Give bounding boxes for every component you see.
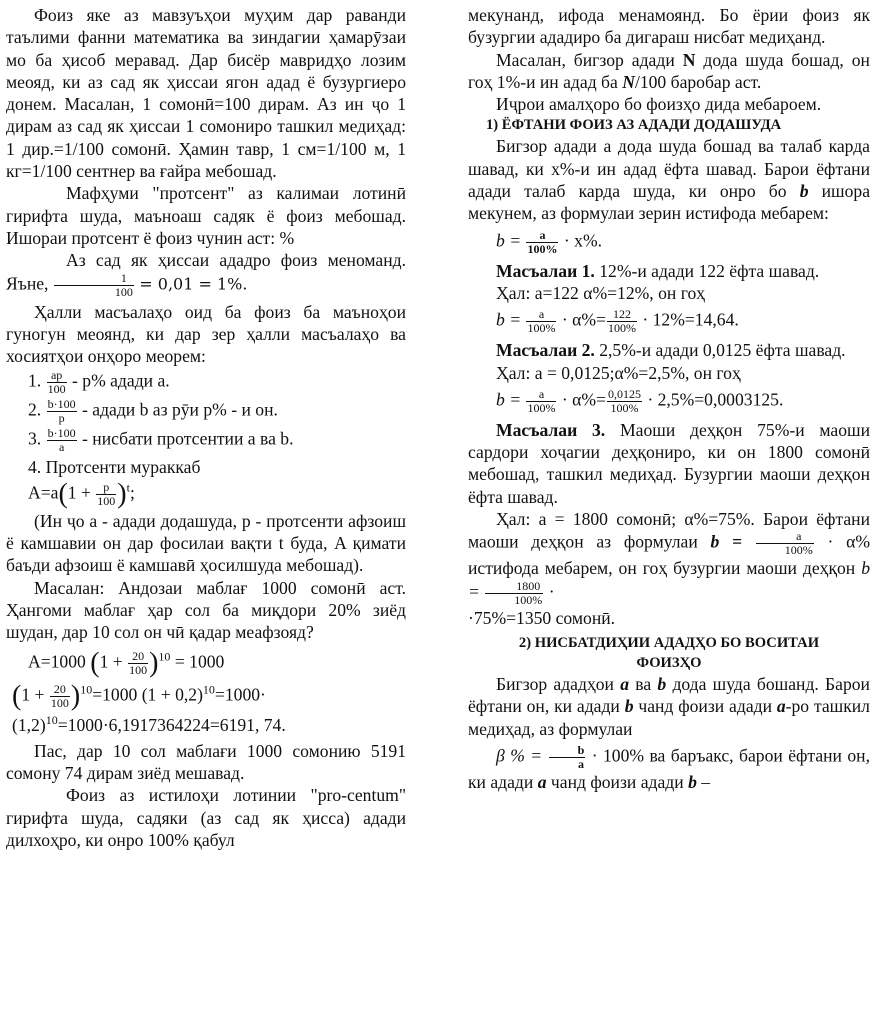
paragraph-properties-intro: Ҳалли масъалаҳо оид ба фоиз ба маъноҳои гуногун меоянд, ки дар зер ҳалли масъалаҳо ва хосиятҳои онҳоро меорем:: [6, 301, 406, 367]
paragraph-n-example: [468, 49, 870, 94]
text: · α% истифода мебарем, он гоҳ бузургии маоши деҳқон: [468, 531, 870, 579]
calc-tail: =1000·6,1917364224=6191, 74.: [57, 714, 286, 735]
calc-base: (1,2): [12, 714, 46, 735]
fraction-00125-100: [607, 388, 642, 415]
example-calc-line-3: [12, 714, 406, 736]
fraction-p-100: [96, 481, 116, 508]
example-3-result: ·75%=1350 сомонӣ.: [468, 607, 616, 628]
example-3-solution: [468, 508, 870, 607]
formula-lhs: β % =: [496, 745, 543, 766]
calc-tail: = 1000: [174, 651, 225, 672]
fraction-denominator: 100%: [527, 321, 556, 336]
example-label: Масъалаи 1.: [496, 260, 595, 281]
item-number: 3.: [28, 429, 42, 449]
calc-tail: =1000·: [214, 684, 266, 705]
property-item-3: [28, 427, 406, 454]
variable-a: a: [620, 673, 629, 694]
example-2-formula: [496, 388, 870, 415]
fraction-b100-p: [47, 398, 77, 425]
fraction-ap-100: [47, 369, 67, 396]
fraction-one-hundredth: [54, 272, 134, 299]
fraction-a-100: [526, 229, 558, 256]
example-text: 12%-и адади 122 ёфта шавад.: [599, 260, 820, 281]
fraction-denominator: 100%: [514, 592, 543, 607]
one-percent-equation: = 0,01 = 1%.: [139, 274, 248, 294]
fraction-denominator: 100: [97, 493, 116, 508]
section-heading-2: [468, 633, 870, 673]
example-2-solution: Ҳал: a = 0,0125;α%=2,5%, он гоҳ: [496, 362, 741, 383]
paragraph-percent-definition: Мафҳуми "протсент" аз калимаи лотинӣ гирифта шуда, маъноаш садяк ё фоиз мебошад. Ишораи протсент ё фоиз чунин аст: %: [6, 183, 406, 248]
section-heading-1: 1) ЁФТАНИ ФОИЗ АЗ АДАДИ ДОДАШУДА: [486, 117, 782, 134]
calc-one: 1 +: [21, 684, 45, 705]
text: Бигзор ададҳои: [496, 673, 614, 694]
formula-tail: ;: [129, 482, 135, 503]
example-label: Масъалаи 2.: [496, 340, 595, 361]
fraction-a-100: [756, 530, 814, 557]
example-text: 2,5%-и адади 0,0125 ёфта шавад.: [599, 340, 846, 361]
fraction-numerator: a: [756, 530, 814, 544]
paragraph-example-result: Пас, дар 10 сол маблағи 1000 сомонию 5191 сомону 74 дирам зиёд мешавад.: [6, 740, 406, 784]
fraction-a-100: [526, 308, 556, 335]
fraction-numerator: 20: [128, 650, 148, 664]
fraction-denominator: 100%: [610, 400, 639, 415]
fraction-numerator: p: [96, 481, 116, 495]
paragraph-continued: мекунанд, ифода менамоянд. Бо ёрии фоиз як бузургии ададиро ба дигараш нисбат медиҳанд.: [468, 5, 870, 48]
variable-n: N: [682, 49, 696, 70]
property-item-1: [28, 369, 406, 396]
fraction-numerator: a: [526, 229, 558, 243]
fraction-denominator: 100%: [784, 543, 813, 558]
text: –: [701, 771, 711, 792]
example-1: [468, 260, 870, 282]
right-paren: ): [117, 478, 127, 510]
fraction-numerator: ap: [47, 369, 67, 383]
text: ва: [635, 673, 652, 694]
text: дода шуда бошанд. Барои ёфтани он, ки адади: [468, 673, 870, 717]
right-paren: ): [70, 680, 81, 712]
item-number: 1.: [28, 371, 42, 391]
item-text: - нисбати протсентии a ва b.: [82, 429, 294, 449]
formula-tail: · 12%=14,64.: [642, 309, 739, 330]
fraction-1800-100: [485, 580, 543, 607]
calc-one: 1 +: [99, 651, 123, 672]
variable-a: a: [537, 771, 547, 792]
formula-lhs: A=a: [28, 482, 59, 503]
heading-line-1: 2) НИСБАТДИҲИИ АДАДҲО БО ВОСИТАИ: [518, 634, 820, 651]
fraction-denominator: 100%: [607, 321, 636, 336]
left-paren: (: [12, 680, 22, 712]
item-number: 2.: [28, 400, 42, 420]
left-column: [6, 4, 406, 851]
formula-lhs: b =: [468, 558, 871, 602]
fraction-numerator: b: [549, 744, 586, 758]
variable-b: b: [624, 696, 634, 717]
formula-tail: · x%.: [563, 230, 602, 251]
example-1-formula: [496, 308, 870, 335]
paragraph-formula-legend: (Ин ҷо а - адади додашуда, p - протсенти афзоиш ё камшавии он дар фосилаи вақти t буда, A қимати баъди афзоиш ё камшавӣ ҳосилшуда мебошад).: [6, 510, 406, 576]
fraction-denominator: 100%: [527, 241, 558, 256]
fraction-denominator: 100: [50, 695, 69, 710]
formula-mid: · α%=: [561, 389, 606, 410]
right-paren: ): [149, 647, 159, 679]
fraction-denominator: 100: [47, 382, 66, 397]
paragraph-intro: Фоиз яке аз мавзуъҳои муҳим дар раванди таълими фанни математика ва зиндагии ҳамарӯзаи мо ба ҳисоб меравад. Дар бисёр мавридҳо лозим меояд, ки аз сад як ҳиссаи ягон адад ё бузургиеро донем. Масалан, 1 сомонӣ=100 дирам. Аз ин ҷо 1 дирам аз сад як ҳиссаи 1 сомониро ташкил медиҳад: 1 дир.=1/100 сомонӣ. Ҳамин тавр, 1 см=1/100 м, 1 кг=1/100 сентнер ва ғайра мебошад.: [6, 5, 406, 182]
fraction-denominator: 100: [129, 662, 148, 677]
item-text: - p% адади a.: [72, 371, 170, 391]
fraction-numerator: b·100: [47, 397, 76, 412]
example-label: Масъалаи 3.: [496, 419, 606, 440]
example-text: Маоши деҳқон 75%-и маоши сардори хоҷагии деҳқониро, ки он 1800 сомонӣ мебошад, ташкил медиҳад. Бузургии маоши деҳқон ёфта шавад.: [468, 419, 870, 507]
paragraph-example: Масалан: Андозаи маблағ 1000 сомонӣ аст. Ҳангоми маблағ ҳар сол ба миқдори 20% зиёд шудан, дар 10 сол он чӣ қадар меафзояд?: [6, 577, 406, 643]
formula-lhs: b =: [710, 531, 743, 552]
fraction-20-100: [128, 650, 148, 677]
fraction-20-100: [50, 683, 70, 710]
properties-list: [28, 368, 406, 510]
text: чанд фоизи адади: [638, 696, 772, 717]
formula-mid: · α%=: [561, 309, 606, 330]
variable-a: a: [776, 696, 786, 717]
text: Бигзор адади а дода шуда бошад ва талаб карда шавад, ки x%-и ин адад ёфта шавад. Барои ёфтани адади талаб карда шуда, ки онро бо: [468, 136, 870, 202]
variable-b: b: [799, 181, 809, 202]
item-text: - адади b аз рӯи p% - и он.: [82, 400, 278, 420]
exponent: 10: [202, 682, 215, 697]
example-2: [468, 339, 870, 361]
compound-interest-formula: [28, 478, 406, 510]
fraction-122-100: [607, 308, 637, 335]
example-1-solution: Ҳал: a=122 α%=12%, он гоҳ: [496, 282, 706, 303]
fraction-numerator: b·100: [47, 426, 76, 441]
calc-lhs: A=1000: [28, 651, 86, 672]
fraction-numerator: 1800: [485, 580, 543, 594]
paragraph-beta-formula: [468, 744, 870, 793]
fraction-numerator: 20: [50, 683, 70, 697]
text: Масалан, бигзор адади: [496, 49, 675, 70]
one-percent-text: Аз сад як ҳиссаи ададро фоиз меноманд. Яъне,: [6, 250, 406, 294]
right-column: [468, 4, 870, 793]
paragraph-one-percent: [6, 249, 406, 298]
text: Ҳал: a = 1800 сомонӣ; α%=75%. Барои ёфтани маоши деҳқон аз формулаи: [468, 509, 870, 552]
text: дода шуда бошад, он гоҳ 1%-и ин адад ба: [468, 49, 870, 92]
paragraph-find-percent: [468, 135, 870, 224]
example-3: [468, 419, 870, 508]
fraction-denominator: 100: [114, 284, 133, 299]
formula-lhs: b =: [496, 230, 522, 251]
fraction-denominator: p: [58, 411, 65, 426]
exponent: 10: [158, 649, 171, 664]
fraction-numerator: 1: [54, 272, 134, 286]
formula-find-percent: [496, 229, 870, 256]
fraction-numerator: 0,0125: [607, 386, 641, 401]
example-calc-line-1: [28, 647, 406, 679]
fraction-denominator: a: [577, 756, 584, 771]
left-paren: (: [58, 478, 68, 510]
calc-mid: =1000 (1 + 0,2): [92, 684, 203, 705]
exponent: 10: [45, 712, 58, 727]
text: ишора мекунем, аз формулаи зерин истифода мебарем:: [468, 181, 871, 224]
text: · 100% ва баръакс, барои ёфтани он, ки адади: [468, 745, 870, 792]
left-paren: (: [90, 647, 100, 679]
formula-lhs: b =: [496, 389, 522, 410]
text: чанд фоизи адади: [550, 771, 684, 792]
property-item-2: [28, 398, 406, 425]
variable-b: b: [688, 771, 697, 792]
heading-line-2: ФОИЗҲО: [636, 654, 702, 671]
exponent: t: [126, 480, 130, 495]
fraction-denominator: a: [58, 440, 65, 455]
text: ·: [548, 581, 555, 602]
fraction-a-100: [526, 388, 556, 415]
variable-n: N: [622, 71, 635, 92]
fraction-b-a: [549, 744, 586, 771]
fraction-numerator: 122: [607, 308, 637, 322]
fraction-denominator: 100%: [527, 400, 556, 415]
property-item-4: 4. Протсенти мураккаб: [28, 457, 201, 478]
fraction-numerator: a: [526, 388, 556, 402]
formula-lhs: b =: [496, 309, 522, 330]
text: /100 баробар аст.: [634, 71, 762, 92]
paragraph-operations: Иҷрои амалҳоро бо фоизҳо дида мебароем.: [496, 94, 822, 115]
paragraph-ratio: [468, 673, 870, 740]
formula-tail: · 2,5%=0,0003125.: [647, 389, 784, 410]
formula-one: 1 +: [67, 482, 91, 503]
fraction-numerator: a: [526, 308, 556, 322]
text: -ро ташкил медиҳад, аз формулаи: [468, 696, 870, 739]
variable-b: b: [657, 673, 667, 694]
fraction-b100-a: [47, 427, 77, 454]
example-calc-line-2: [12, 680, 406, 712]
paragraph-procentum: Фоиз аз истилоҳи лотинии "pro-centum" гирифта шуда, садяки (аз сад як ҳисса) адади дилхоҳро, ки онро 100% қабул: [6, 785, 406, 851]
exponent: 10: [80, 682, 93, 697]
